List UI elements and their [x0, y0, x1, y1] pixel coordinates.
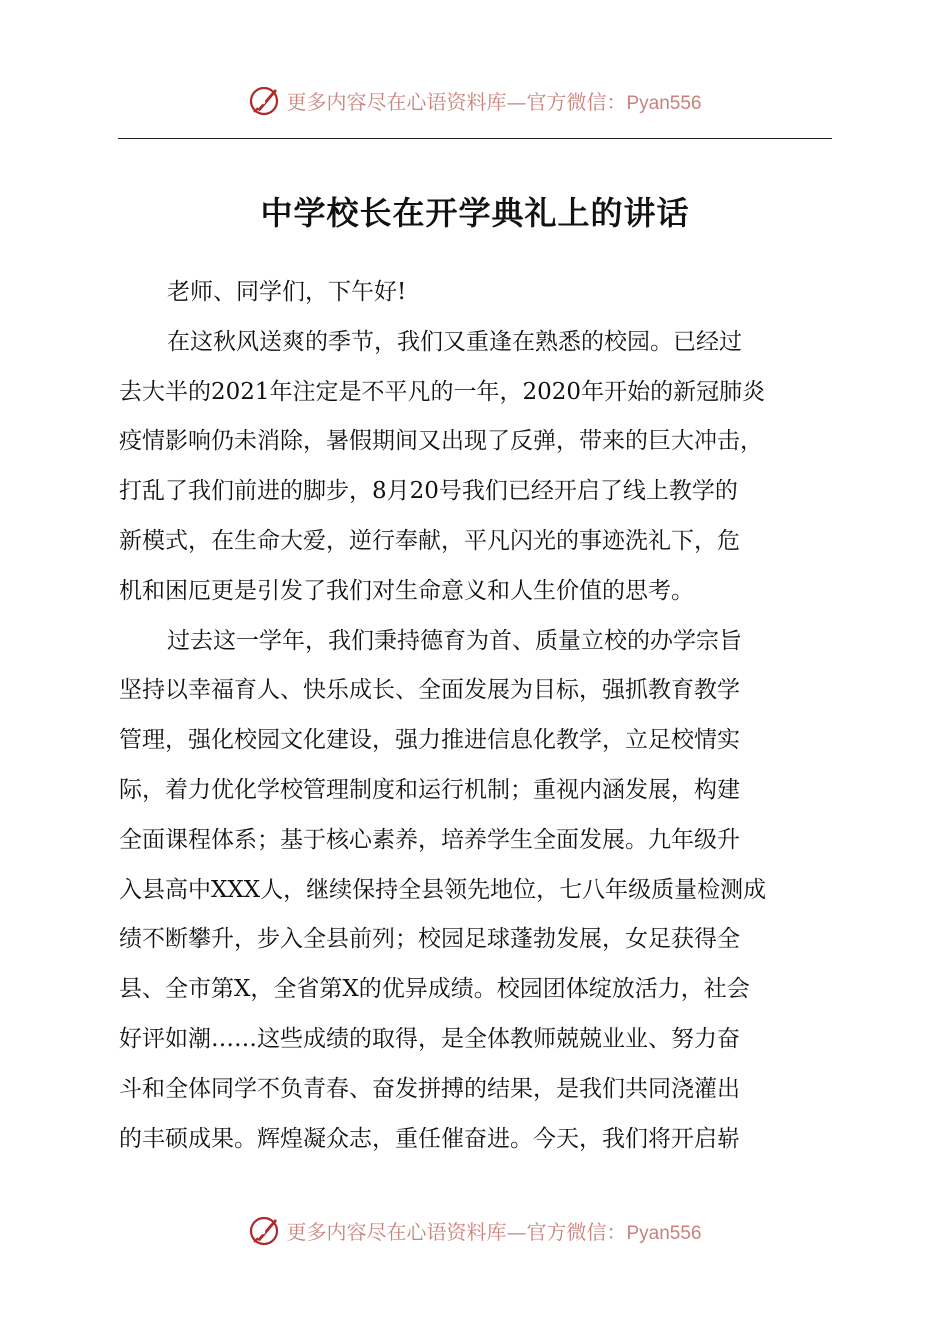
body-line: 坚持以幸福育人、快乐成长、全面发展为目标，强抓教育教学: [119, 677, 740, 704]
document-body: [119, 268, 832, 1164]
banner-text: 更多内容尽在心语资料库—官方微信：Pyan556: [286, 1219, 702, 1244]
header-banner: [0, 78, 950, 122]
body-line: 好评如潮……这些成绩的取得，是全体教师兢兢业业、努力奋: [119, 1025, 740, 1052]
body-line: 疫情影响仍未消除，暑假期间又出现了反弹，带来的巨大冲击，: [119, 428, 763, 455]
body-line: 绩不断攀升，步入全县前列；校园足球蓬勃发展，女足获得全: [119, 926, 740, 953]
body-line: 机和困厄更是引发了我们对生命意义和人生价值的思考。: [119, 577, 694, 604]
document-title: 中学校长在开学典礼上的讲话: [260, 194, 690, 232]
body-line: 管理，强化校园文化建设，强力推进信息化教学，立足校情实: [119, 727, 740, 754]
body-line: 去大半的2021年注定是不平凡的一年，2020年开始的新冠肺炎: [119, 378, 766, 405]
body-line: 打乱了我们前进的脚步，8月20号我们已经开启了线上教学的: [119, 478, 738, 505]
quill-pen-logo-icon: [248, 1213, 282, 1247]
header-divider: [118, 138, 832, 139]
body-line: 的丰硕成果。辉煌凝众志，重任催奋进。今天，我们将开启崭: [119, 1125, 740, 1152]
footer-banner: [0, 1208, 950, 1252]
body-line: 全面课程体系；基于核心素养，培养学生全面发展。九年级升: [119, 826, 740, 853]
body-line: 际，着力优化学校管理制度和运行机制；重视内涵发展，构建: [119, 776, 740, 803]
body-line: 新模式，在生命大爱，逆行奉献，平凡闪光的事迹洗礼下，危: [119, 527, 740, 554]
banner-text: 更多内容尽在心语资料库—官方微信：Pyan556: [286, 89, 702, 114]
body-line: 县、全市第X，全省第X的优异成绩。校园团体绽放活力，社会: [119, 976, 750, 1003]
body-line: 斗和全体同学不负青春、奋发拼搏的结果，是我们共同浇灌出: [119, 1075, 740, 1102]
body-line: 过去这一学年，我们秉持德育为首、质量立校的办学宗旨: [167, 627, 742, 654]
body-line: 入县高中XXX人，继续保持全县领先地位，七八年级质量检测成: [119, 876, 767, 903]
body-line: 在这秋风送爽的季节，我们又重逢在熟悉的校园。已经过: [167, 328, 742, 355]
wechat-id: Pyan556: [626, 92, 702, 114]
body-line: 老师、同学们，下午好!: [167, 279, 407, 305]
wechat-id: Pyan556: [626, 1222, 702, 1244]
quill-pen-logo-icon: [248, 83, 282, 117]
